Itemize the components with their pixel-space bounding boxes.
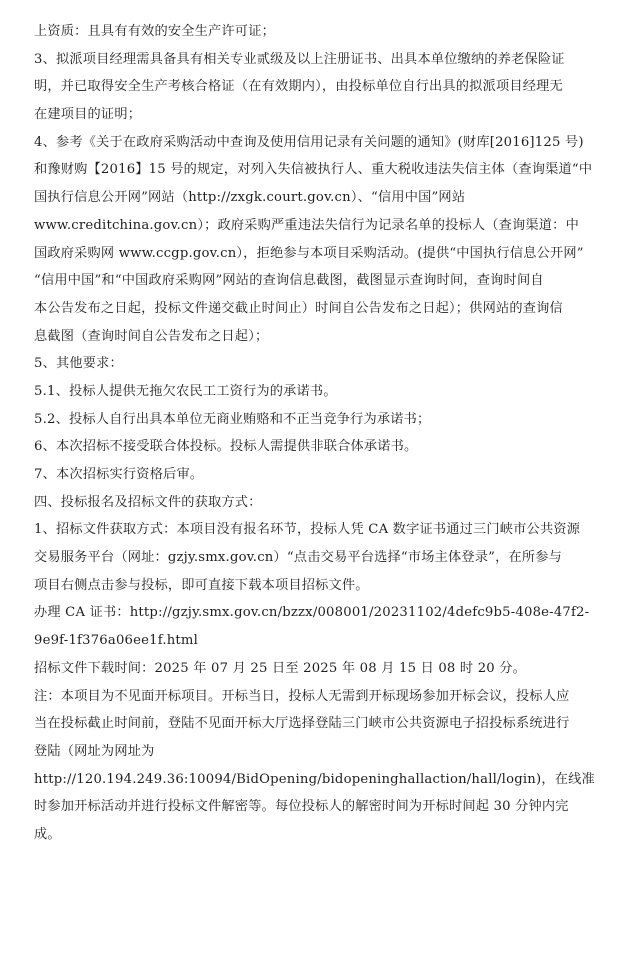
text-line: 国政府采购网 www.ccgp.gov.cn），拒绝参与本项目采购活动。(提供“中国执行信息公开网” <box>34 245 584 261</box>
text-line: 招标文件下载时间：2025 年 07 月 25 日至 2025 年 08 月 15 日 08 时 20 分。 <box>34 660 527 676</box>
text-line: 和豫财购【2016】15 号的规定，对列入失信被执行人、重大税收违法失信主体（查询渠道“中 <box>34 162 593 178</box>
text-line: 3、拟派项目经理需具备具有相关专业贰级及以上注册证书、出具本单位缴纳的养老保险证 <box>34 51 565 67</box>
text-line: “信用中国”和“中国政府采购网”网站的查询信息截图，截图显示查询时间，查询时间自 <box>34 273 544 289</box>
text-line: 4、参考《关于在政府采购活动中查询及使用信用记录有关问题的通知》(财库[2016]125 号) <box>34 134 584 150</box>
text-line: 5、其他要求： <box>34 356 123 372</box>
text-line: 1、招标文件获取方式：本项目没有报名环节，投标人凭 CA 数字证书通过三门峡市公共资源 <box>34 522 581 538</box>
section-heading: 四、投标报名及招标文件的获取方式： <box>34 494 262 510</box>
text-line: 6、本次招标不接受联合体投标。投标人需提供非联合体承诺书。 <box>34 439 418 455</box>
text-line: 明，并已取得安全生产考核合格证（在有效期内），由投标单位自行出具的拟派项目经理无 <box>34 79 563 95</box>
document-page <box>34 18 618 849</box>
text-line: http://120.194.249.36:10094/BidOpening/bidopeninghallaction/hall/login)，在线准 <box>34 771 595 787</box>
text-line: 注：本项目为不见面开标项目。开标当日，投标人无需到开标现场参加开标会议，投标人应 <box>34 688 570 704</box>
text-line: 7、本次招标实行资格后审。 <box>34 467 204 482</box>
text-line: www.creditchina.gov.cn）；政府采购严重违法失信行为记录名单的投标人（查询渠道：中 <box>34 217 579 233</box>
text-line: 上资质：且具有有效的安全生产许可证； <box>34 24 275 39</box>
text-line: 办理 CA 证书：http://gzjy.smx.gov.cn/bzzx/008001/20231102/4defc9b5-408e-47f2- <box>34 605 590 621</box>
text-line: 息截图（查询时间自公告发布之日起）； <box>34 328 269 344</box>
text-line: 5.1、投标人提供无拖欠农民工工资行为的承诺书。 <box>34 383 337 399</box>
text-line: 本公告发布之日起，投标文件递交截止时间止）时间自公告发布之日起）；供网站的查询信 <box>34 300 563 316</box>
text-line: 5.2、投标人自行出具本单位无商业贿赂和不正当竞争行为承诺书； <box>34 411 431 427</box>
text-line: 国执行信息公开网”网站（http://zxgk.court.gov.cn）、“信用中国”网站 <box>34 190 466 206</box>
text-line: 项目右侧点击参与投标，即可直接下载本项目招标文件。 <box>34 577 369 593</box>
text-line: 在建项目的证明； <box>34 107 142 123</box>
text-line: 成。 <box>34 826 61 842</box>
text-line: 9e9f-1f376a06ee1f.html <box>34 633 199 649</box>
text-line: 登陆（网址为网址为 <box>34 743 155 759</box>
text-line: 时参加开标活动并进行投标文件解密等。每位投标人的解密时间为开标时间起 30 分钟内完 <box>34 799 569 815</box>
text-line: 交易服务平台（网址：gzjy.smx.gov.cn）“点击交易平台选择“市场主体登录”，在所参与 <box>34 550 563 566</box>
text-line: 当在投标截止时间前，登陆不见面开标大厅选择登陆三门峡市公共资源电子招投标系统进行 <box>34 716 570 732</box>
